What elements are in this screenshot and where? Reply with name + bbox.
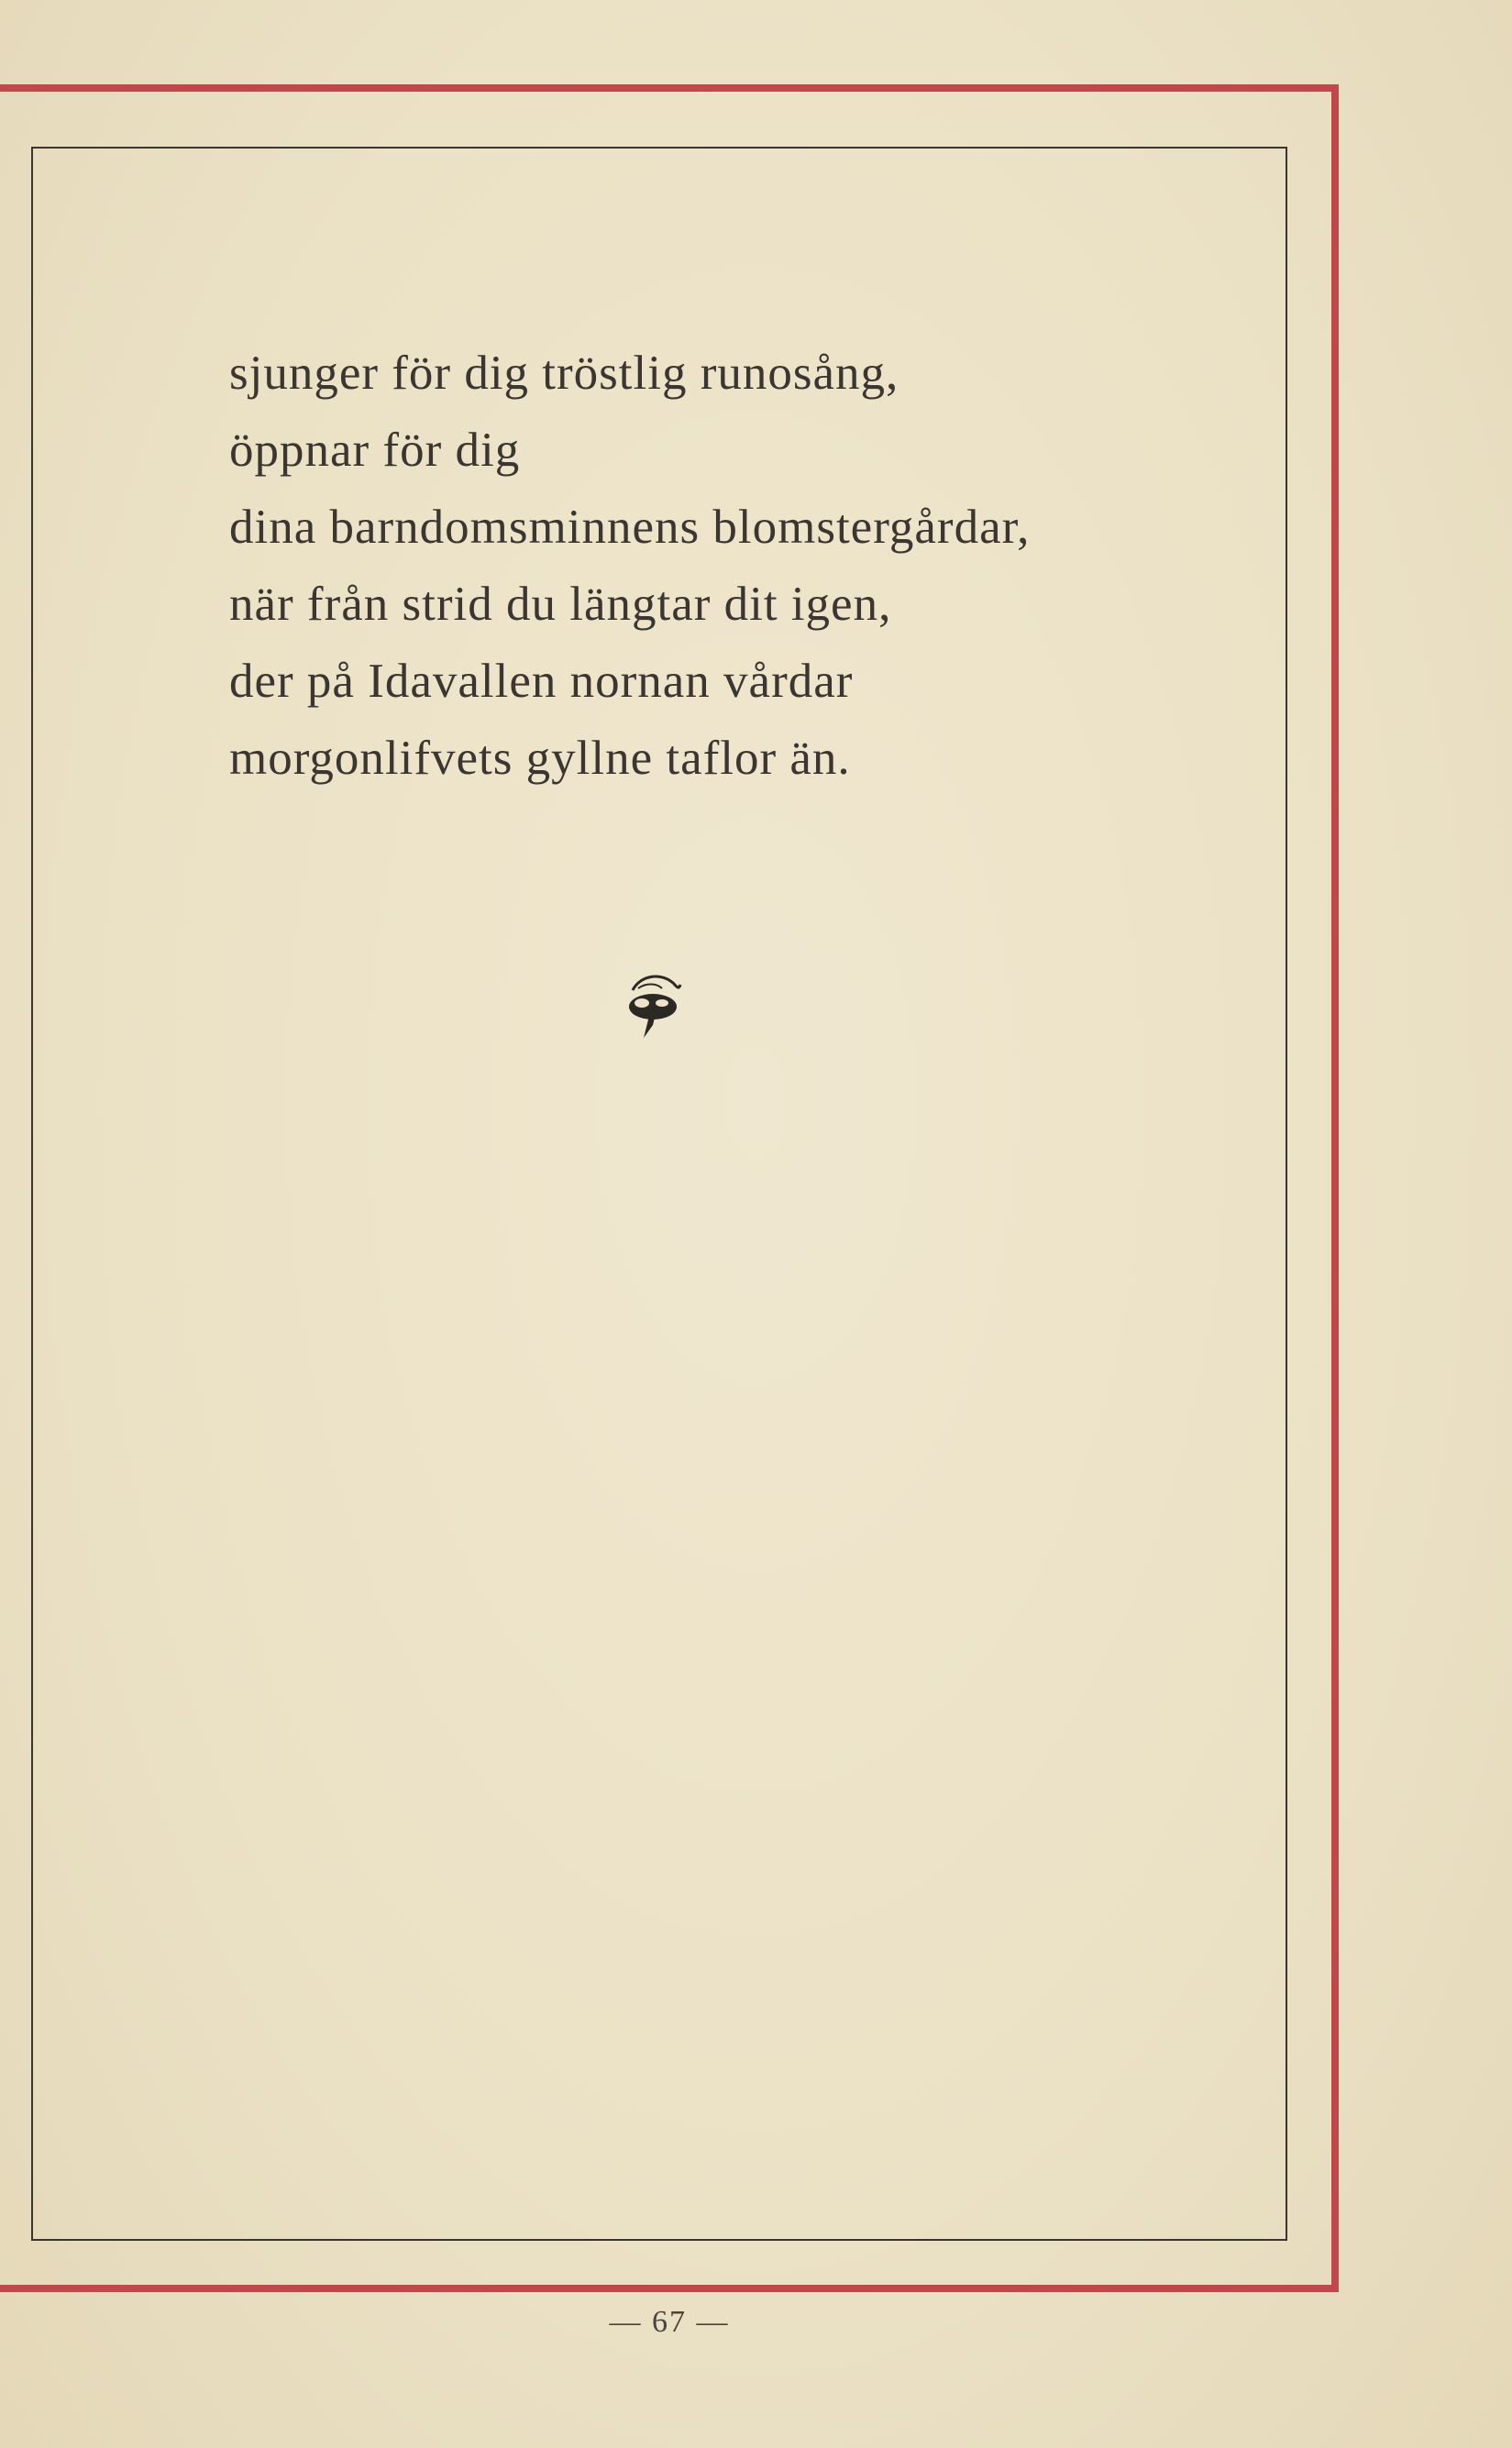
poem-line: morgonlifvets gyllne taflor än. xyxy=(229,732,851,785)
poem-line: dina barndomsminnens blomstergårdar, xyxy=(229,501,1031,554)
poem-line: när från strid du längtar dit igen, xyxy=(229,578,892,631)
page-number: — 67 — xyxy=(609,2305,730,2339)
poem-text xyxy=(229,335,1256,797)
floral-vignette-icon xyxy=(620,970,686,1042)
poem-line: der på Idavallen nornan vårdar xyxy=(229,655,854,708)
poem-line: sjunger för dig tröstlig runosång, xyxy=(229,347,899,400)
poem-line: öppnar för dig xyxy=(229,424,521,477)
